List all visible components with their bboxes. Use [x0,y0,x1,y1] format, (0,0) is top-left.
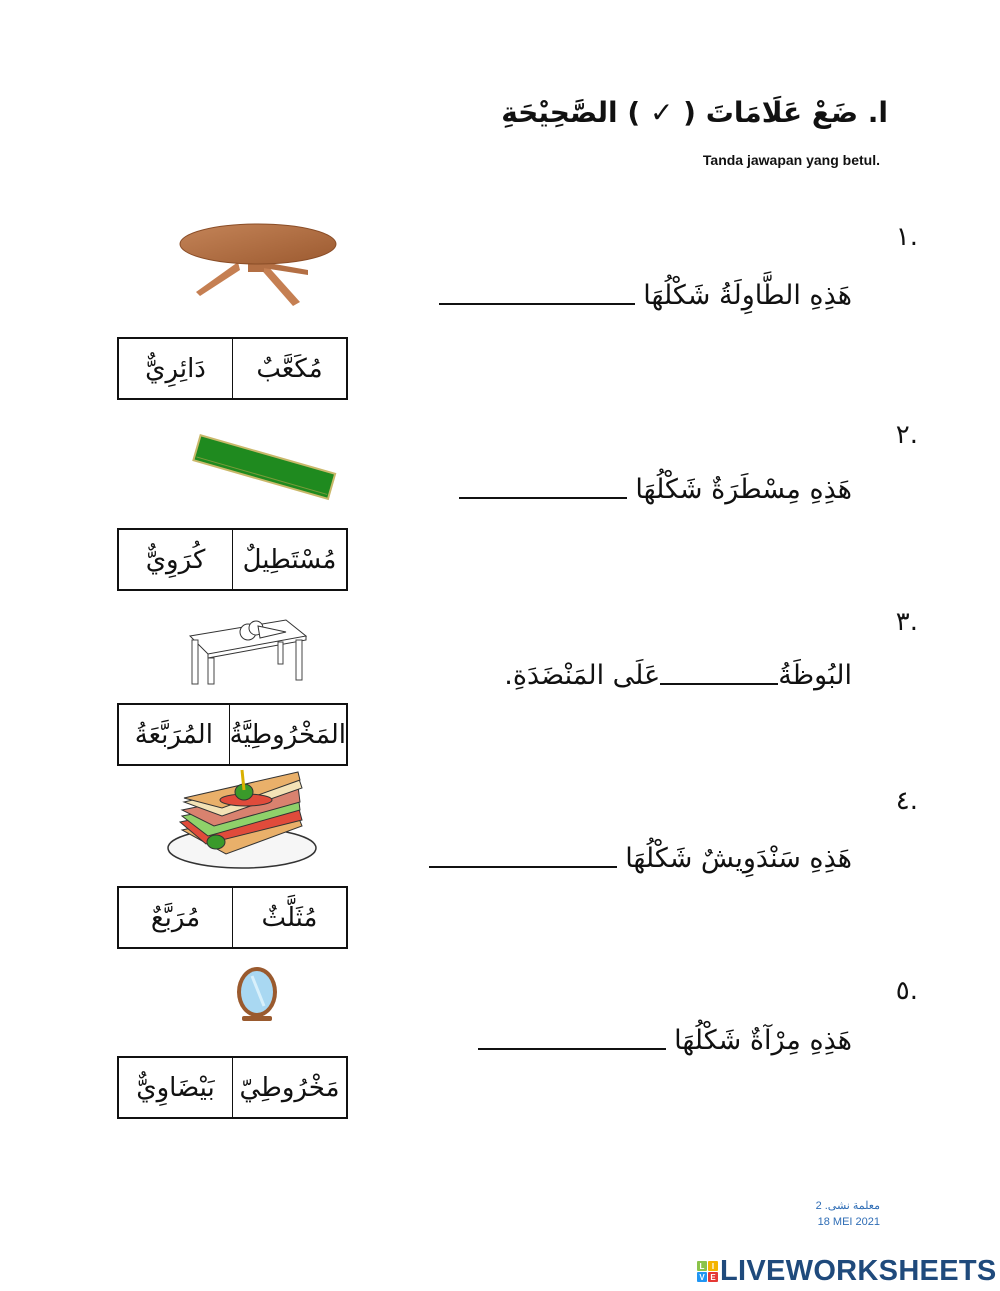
options-table-5 [117,1056,348,1119]
question-text-4: هَذِهِ سَنْدَوِيشٌ شَكْلُهَا [625,843,852,874]
option-5-a[interactable]: مَخْرُوطِيّ [239,1072,340,1103]
answer-blank-2[interactable] [459,496,627,499]
question-sentence-2 [451,474,852,505]
ice-cream-on-table-image [186,612,312,686]
brand-name: LIVEWORKSHEETS [720,1255,997,1287]
options-table-3 [117,703,348,766]
footer-note [816,1198,880,1230]
question-sentence-3 [504,660,852,691]
option-5-b[interactable]: بَيْضَاوِيٌّ [119,1058,233,1117]
answer-blank-3[interactable] [660,682,778,685]
option-1-b[interactable]: دَائِرِيٌّ [119,339,233,398]
question-sentence-5 [470,1025,852,1056]
question-sentence-4 [421,843,852,874]
option-3-b[interactable]: المُرَبَّعَةُ [119,705,230,764]
badge-letter-v: V [697,1272,707,1282]
green-ruler-image [188,428,340,508]
date-text: 18 MEI 2021 [817,1216,880,1228]
live-badge-icon [697,1261,718,1282]
question-number-1: .١ [895,222,918,252]
answer-blank-1[interactable] [439,302,635,305]
author-text: 2 .معلمة نشى [815,1200,880,1212]
sandwich-image [166,766,318,870]
answer-blank-5[interactable] [478,1047,666,1050]
question-text-5: هَذِهِ مِرْآةٌ شَكْلُهَا [674,1025,852,1056]
instruction-title: ا. ضَعْ عَلَامَاتَ ( ✓ ) الصَّحِيْحَةِ [501,96,888,129]
answer-blank-4[interactable] [429,865,617,868]
question-text-3-after: عَلَى المَنْضَدَةِ. [504,660,661,691]
question-text-2: هَذِهِ مِسْطَرَةٌ شَكْلُهَا [635,474,852,505]
badge-letter-i: I [708,1261,718,1271]
options-table-4 [117,886,348,949]
option-4-a[interactable]: مُثَلَّثٌ [261,902,318,933]
question-number-4: .٤ [895,786,918,816]
option-4-b[interactable]: مُرَبَّعٌ [119,888,233,947]
liveworksheets-logo[interactable] [697,1255,997,1288]
question-text-1: هَذِهِ الطَّاوِلَةُ شَكْلُهَا [643,280,852,311]
options-table-2 [117,528,348,591]
badge-letter-l: L [697,1261,707,1271]
round-table-image [178,222,338,308]
badge-letter-e: E [708,1272,718,1282]
oval-mirror-image [232,966,282,1024]
option-2-a[interactable]: مُسْتَطِيلٌ [242,544,337,575]
option-2-b[interactable]: كُرَوِيٌّ [119,530,233,589]
options-table-1 [117,337,348,400]
question-sentence-1 [431,280,852,311]
option-1-a[interactable]: مُكَعَّبٌ [256,353,323,384]
instruction-subtitle: Tanda jawapan yang betul. [702,152,880,168]
question-text-3-before: البُوظَةُ [778,660,852,691]
question-number-2: .٢ [895,420,918,450]
option-3-a[interactable]: المَخْرُوطِيَّةُ [229,719,346,750]
question-number-5: .٥ [895,976,918,1006]
question-number-3: .٣ [895,607,918,637]
